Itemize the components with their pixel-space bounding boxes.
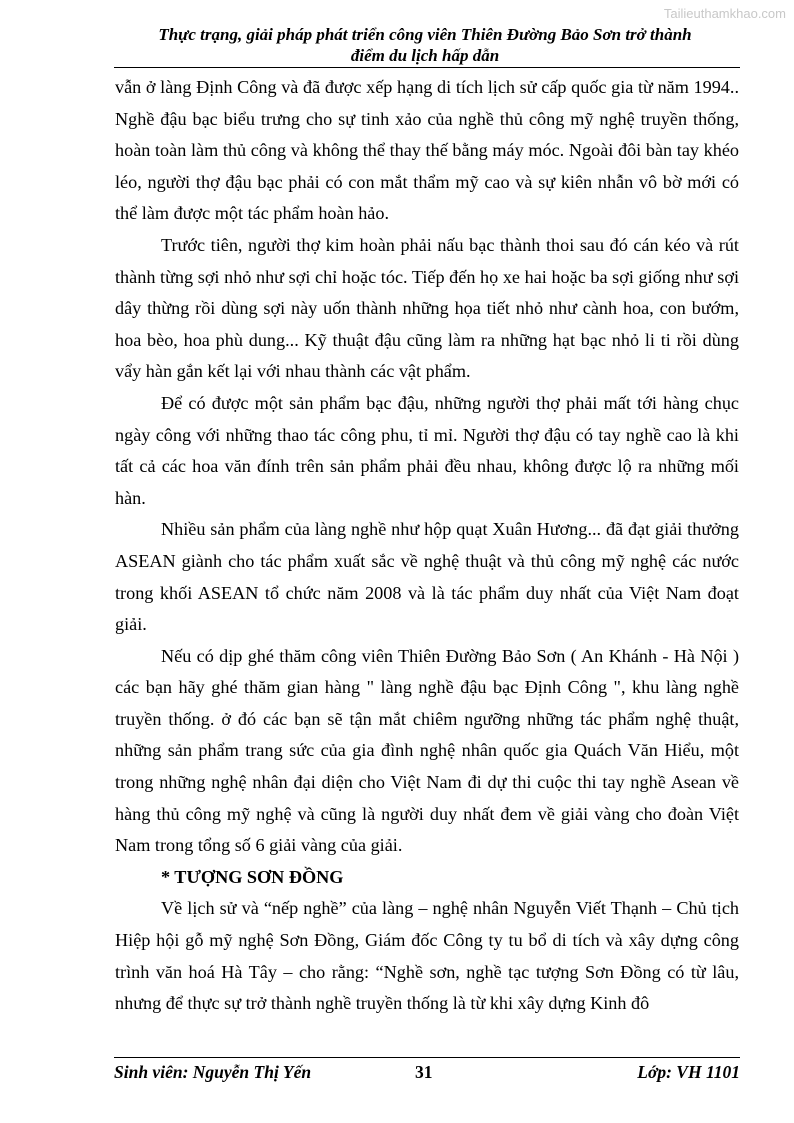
paragraph-continuation: vẫn ở làng Định Công và đã được xếp hạng di tích lịch sử cấp quốc gia từ năm 1994.. Nghề đậu bạc biểu trưng cho sự tinh xảo của nghề thủ công mỹ nghệ truyền thống, hoàn toàn làm thủ công và không thể thay thế bằng máy móc. Ngoài đôi bàn tay khéo léo, người thợ đậu bạc phải có con mắt thẩm mỹ cao và sự kiên nhẫn vô bờ mới có thể làm được một tác phẩm hoàn hảo. (115, 77, 739, 224)
paragraph: Về lịch sử và “nếp nghề” của làng – nghệ nhân Nguyễn Viết Thạnh – Chủ tịch Hiệp hội gỗ mỹ nghệ Sơn Đồng, Giám đốc Công ty tu bổ di tích và xây dựng công trình văn hoá Hà Tây – cho rằng: “Nghề sơn, nghề tạc tượng Sơn Đồng có từ lâu, nhưng để thực sự trở thành nghề truyền thống là từ khi xây dựng Kinh đô (115, 898, 739, 1014)
paragraph: Trước tiên, người thợ kim hoàn phải nấu bạc thành thoi sau đó cán kéo và rút thành từng sợi nhỏ như sợi chỉ hoặc tóc. Tiếp đến họ xe hai hoặc ba sợi giống như sợi dây thừng rồi dùng sợi này uốn thành những họa tiết nhỏ như cành hoa, con bướm, hoa bèo, hoa phù dung... Kỹ thuật đậu cũng làm ra những hạt bạc nhỏ li ti rồi dùng vẩy hàn gắn kết lại với nhau thành các vật phẩm. (115, 234, 739, 382)
watermark: Tailieuthamkhao.com (663, 6, 786, 21)
footer-student: Sinh viên: Nguyễn Thị Yến (114, 1062, 312, 1082)
header-divider (114, 67, 740, 68)
header-title-line1: Thực trạng, giải pháp phát triển công viên Thiên Đường Bảo Sơn trở thành (158, 25, 692, 44)
footer-divider (114, 1057, 740, 1058)
paragraph: Nếu có dịp ghé thăm công viên Thiên Đường Bảo Sơn ( An Khánh - Hà Nội ) các bạn hãy ghé thăm gian hàng " làng nghề đậu bạc Định Công ", khu làng nghề truyền thống. ở đó các bạn sẽ tận mắt chiêm ngưỡng những tác phẩm nghệ thuật, những sản phẩm trang sức của gia đình nghệ nhân quốc gia Quách Văn Hiểu, một trong những nghệ nhân đại diện cho Việt Nam đi dự thi cuộc thi tay nghề Asean về hàng thủ công mỹ nghệ và cũng là người duy nhất đem về giải vàng cho đoàn Việt Nam trong tổng số 6 giải vàng của giải. (115, 645, 739, 856)
page-header (110, 24, 740, 66)
section-heading: * TƯỢNG SƠN ĐỒNG (161, 866, 344, 887)
header-title-line2: điểm du lịch hấp dẫn (350, 46, 500, 65)
footer-class: Lớp: VH 1101 (637, 1062, 740, 1082)
paragraph: Để có được một sản phẩm bạc đậu, những người thợ phải mất tới hàng chục ngày công với những thao tác công phu, tỉ mỉ. Người thợ đậu có tay nghề cao là khi tất cả các hoa văn đính trên sản phẩm phải đều nhau, không được lộ ra những mối hàn. (115, 392, 739, 508)
paragraph: Nhiều sản phẩm của làng nghề như hộp quạt Xuân Hương... đã đạt giải thưởng ASEAN giành cho tác phẩm xuất sắc về nghệ thuật và thủ công mỹ nghệ các nước trong khối ASEAN tổ chức năm 2008 và là tác phẩm duy nhất của Việt Nam đoạt giải. (115, 519, 739, 635)
document-body (115, 72, 739, 1020)
page-footer (114, 1062, 740, 1084)
page-number: 31 (415, 1062, 433, 1082)
